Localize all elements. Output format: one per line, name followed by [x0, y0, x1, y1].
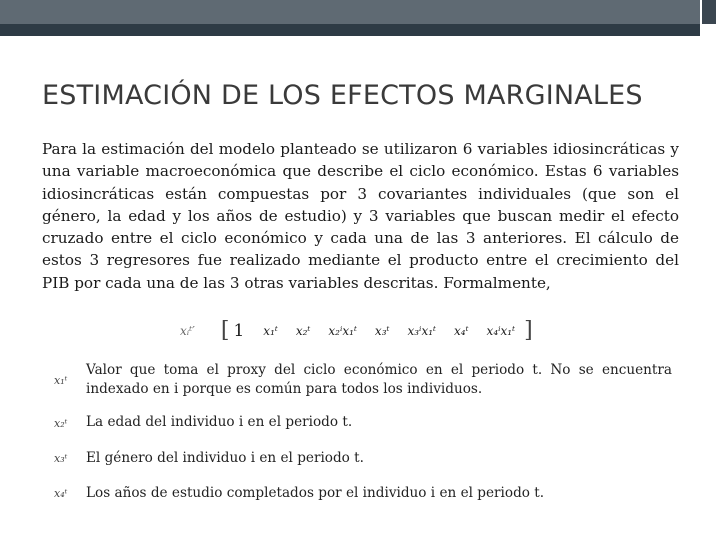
formula-vector: [180, 318, 533, 344]
formula-term: x₁ᵗ: [263, 324, 278, 338]
formula-term: x₂ⁱx₁ᵗ: [328, 324, 357, 338]
formula-open-bracket: [: [220, 318, 230, 343]
definition-symbol: x₄ᵗ: [54, 487, 68, 500]
slide-paragraph: Para la estimación del modelo planteado se utilizaron 6 variables idiosincráticas y una variable macroeconómica que describe el ciclo económico. Estas 6 variables idiosincráticas están compuestas por 3 covariantes individuales (que son el género, la edad y los años de estudio) y 3 variables que buscan medir el efecto cruzado entre el ciclo económico y cada una de las 3 anteriores. El cálculo de estos 3 regresores fue realizado mediante el producto entre el crecimiento del PIB por cada una de las 3 otras variables descritas. Formalmente,: [42, 140, 679, 292]
slide-header-end-block: [702, 0, 716, 24]
formula-term: x₄ᵗ: [454, 324, 469, 338]
formula-term: x₄ⁱx₁ᵗ: [486, 324, 516, 338]
formula-term: x₃ᵗ: [374, 324, 390, 338]
definition-symbol: x₃ᵗ: [54, 452, 68, 465]
slide-title: ESTIMACIÓN DE LOS EFECTOS MARGINALES: [42, 80, 643, 111]
formula-term: x₂ᵗ: [295, 324, 311, 338]
definition-symbol: x₂ᵗ: [54, 417, 68, 430]
slide-header-stripe: [0, 24, 720, 36]
definition-text: El género del individuo i en el periodo t.: [86, 450, 364, 466]
formula-close-bracket: ]: [524, 318, 533, 343]
slide-header-bar: [0, 0, 720, 24]
formula-lhs: xᵢᵗ′: [180, 324, 195, 338]
formula-constant: 1: [233, 321, 245, 341]
definition-text: Valor que toma el proxy del ciclo económico en el periodo t. No se encuentra indexado en i porque es común para todos los individuos.: [86, 362, 672, 397]
definition-text: Los años de estudio completados por el individuo i en el periodo t.: [86, 485, 545, 501]
definition-text: La edad del individuo i en el periodo t.: [86, 414, 353, 430]
definition-symbol: x₁ᵗ: [54, 374, 68, 387]
formula-term: x₃ⁱx₁ᵗ: [407, 324, 436, 338]
